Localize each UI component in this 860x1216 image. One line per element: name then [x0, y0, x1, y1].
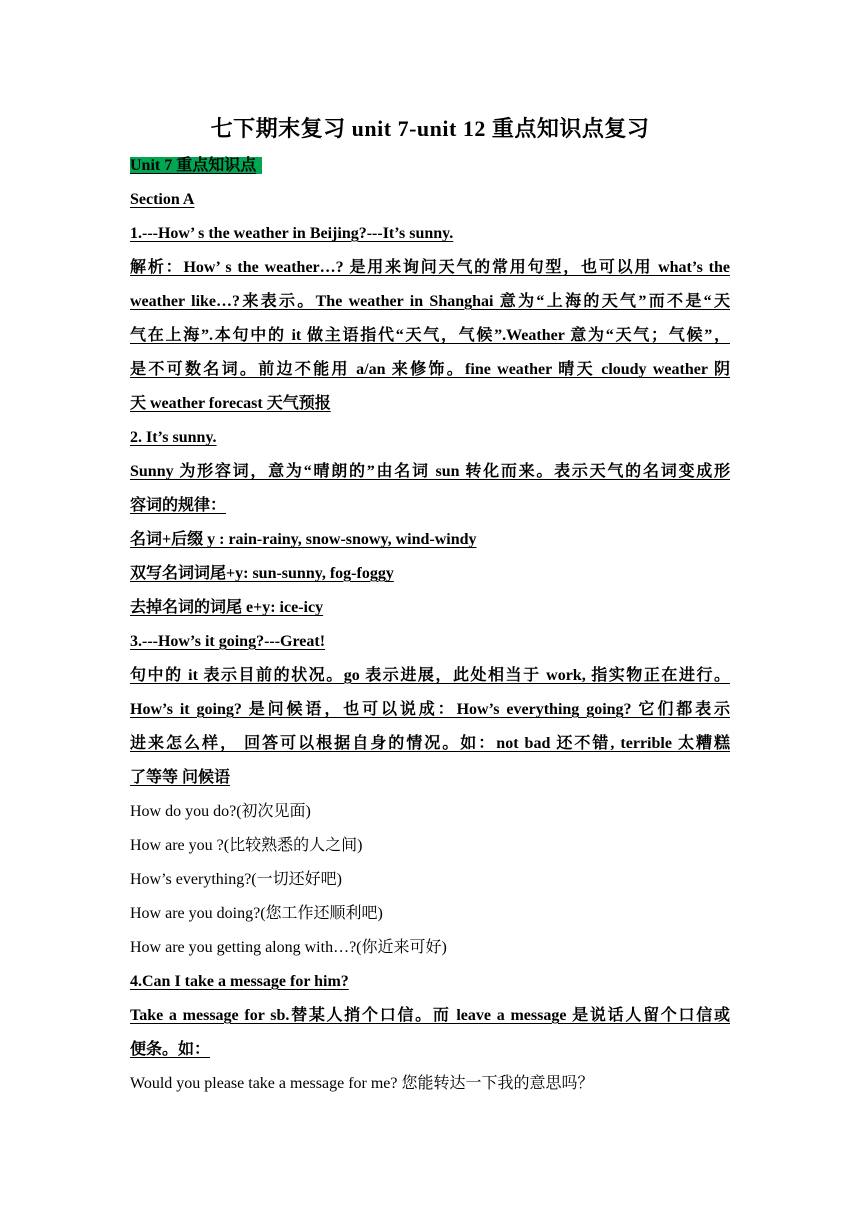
- text-line-content: 了等等 问候语: [130, 769, 231, 786]
- text-line-content: Take a message for sb.替某人捎个口信。而 leave a message 是说话人留个口信或: [130, 1007, 730, 1024]
- text-line: [130, 696, 730, 730]
- text-line: [130, 866, 730, 900]
- text-line-content: How are you ?(比较熟悉的人之间): [130, 837, 363, 854]
- text-line: [130, 798, 730, 832]
- text-line-content: Unit 7 重点知识点: [130, 157, 262, 174]
- text-line-content: 2. It’s sunny.: [130, 429, 217, 446]
- text-line: [130, 390, 730, 424]
- text-line-content: 进来怎么样， 回答可以根据自身的情况。如：not bad 还不错, terrible 太糟糕: [130, 735, 730, 752]
- text-line-content: weather like…?来表示。The weather in Shanghai 意为“上海的天气”而不是“天: [130, 293, 730, 310]
- text-line-content: 容词的规律：: [130, 497, 227, 514]
- text-line-content: Sunny 为形容词，意为“晴朗的”由名词 sun 转化而来。表示天气的名词变成形: [130, 463, 730, 480]
- text-line-content: 双写名词词尾+y: sun-sunny, fog-foggy: [130, 565, 394, 582]
- text-line: [130, 288, 730, 322]
- text-line: [130, 492, 730, 526]
- text-line-content: Section A: [130, 191, 195, 208]
- text-line: [130, 832, 730, 866]
- text-line: [130, 1070, 730, 1104]
- text-line: [130, 594, 730, 628]
- text-line-content: 天 weather forecast 天气预报: [130, 395, 331, 412]
- text-line: [130, 968, 730, 1002]
- text-line: [130, 220, 730, 254]
- text-line: [130, 526, 730, 560]
- text-line: [130, 254, 730, 288]
- text-line: [130, 662, 730, 696]
- document-title: 七下期末复习 unit 7-unit 12 重点知识点复习: [210, 116, 650, 141]
- text-line: [130, 560, 730, 594]
- text-line: [130, 934, 730, 968]
- text-line: [130, 730, 730, 764]
- text-line-content: How’s it going? 是问候语，也可以说成：How’s everything going? 它们都表示: [130, 701, 730, 718]
- text-line: [130, 628, 730, 662]
- text-line-content: Would you please take a message for me? 您能转达一下我的意思吗？: [130, 1075, 594, 1092]
- text-line-content: 解析：How’ s the weather…? 是用来询问天气的常用句型，也可以用 what’s the: [130, 259, 730, 276]
- text-line: [130, 356, 730, 390]
- text-line-content: How do you do?(初次见面): [130, 803, 311, 820]
- text-line-content: How are you getting along with…?(你近来可好): [130, 939, 447, 956]
- text-line: [130, 1002, 730, 1036]
- text-line-content: 是不可数名词。前边不能用 a/an 来修饰。fine weather 晴天 cloudy weather 阴: [130, 361, 730, 378]
- text-line-content: 句中的 it 表示目前的状况。go 表示进展，此处相当于 work, 指实物正在进行。: [130, 667, 730, 684]
- text-line: [130, 900, 730, 934]
- text-line-content: How are you doing?(您工作还顺利吧): [130, 905, 383, 922]
- text-line-content: 名词+后缀 y : rain-rainy, snow-snowy, wind-windy: [130, 531, 477, 548]
- text-line-content: 1.---How’ s the weather in Beijing?---It’s sunny.: [130, 225, 454, 242]
- text-line-content: 便条。如：: [130, 1041, 211, 1058]
- text-line-content: 3.---How’s it going?---Great!: [130, 633, 326, 650]
- document-body: [130, 152, 730, 1104]
- text-line: [130, 424, 730, 458]
- text-line: [130, 764, 730, 798]
- text-line: [130, 186, 730, 220]
- text-line-content: How’s everything?(一切还好吧): [130, 871, 342, 888]
- text-line: [130, 458, 730, 492]
- text-line-content: 去掉名词的词尾 e+y: ice-icy: [130, 599, 324, 616]
- text-line-content: 4.Can I take a message for him?: [130, 973, 349, 990]
- text-line: [130, 1036, 730, 1070]
- text-line: [130, 152, 730, 186]
- text-line: [130, 322, 730, 356]
- text-line-content: 气在上海”.本句中的 it 做主语指代“天气，气候”.Weather 意为“天气；气候”，: [130, 327, 730, 344]
